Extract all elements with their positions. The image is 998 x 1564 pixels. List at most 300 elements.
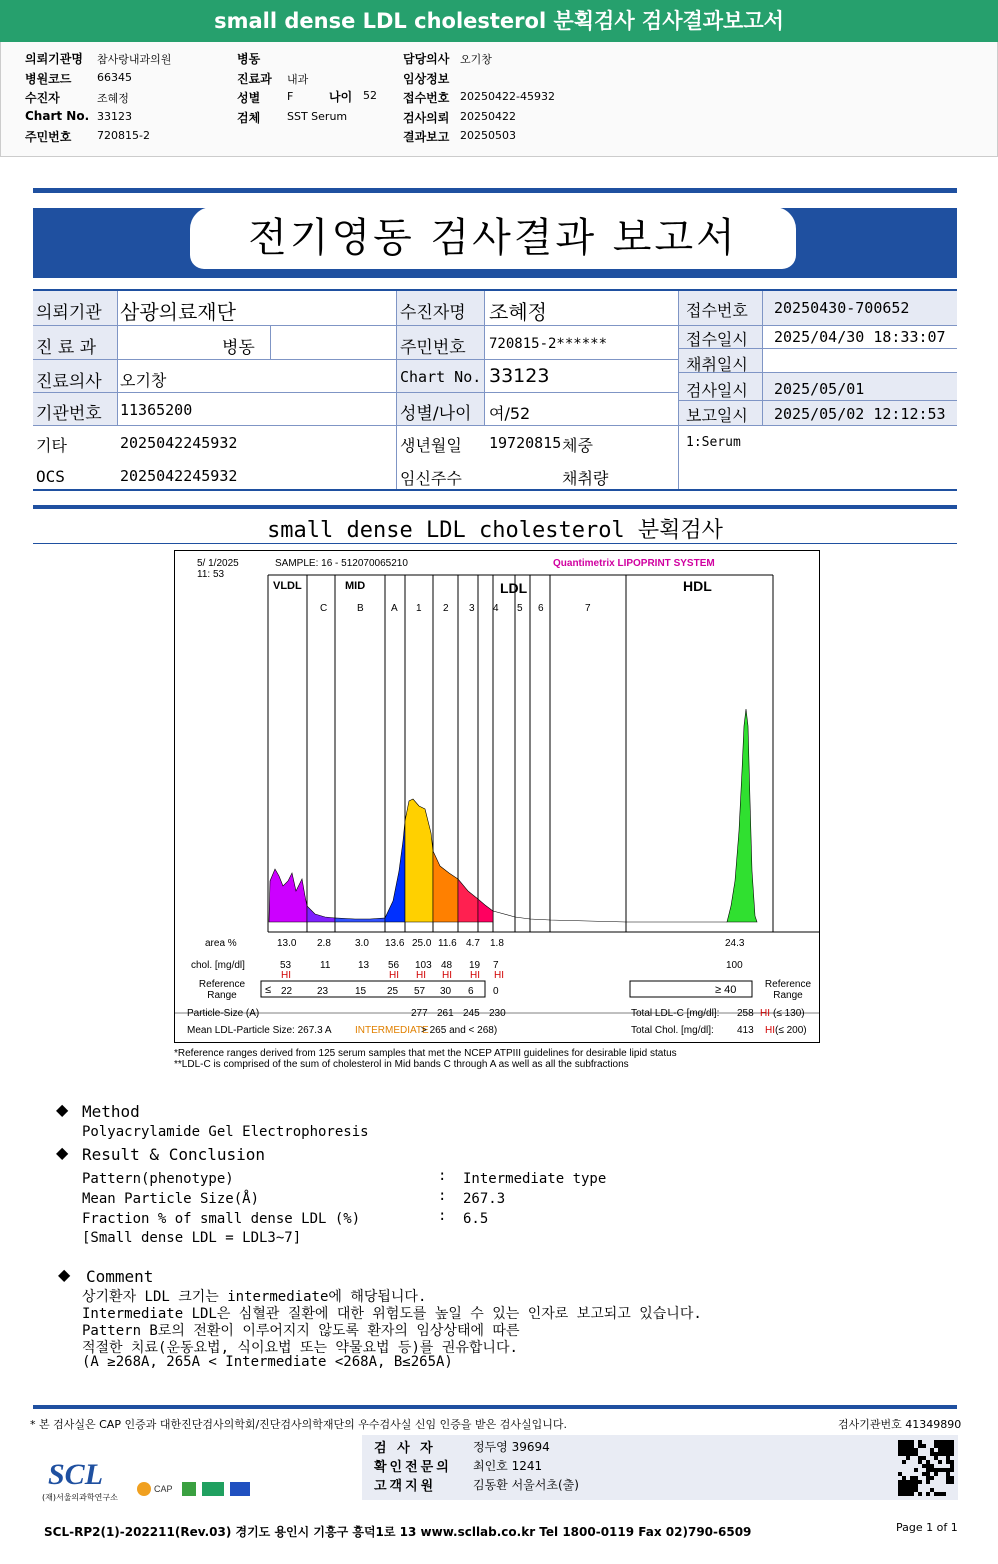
qr-module (906, 1492, 910, 1496)
ref-value: 30 (440, 986, 452, 997)
code-value: 11365200 (120, 401, 193, 419)
qr-module (898, 1492, 902, 1496)
header-label: 결과보고 (403, 130, 450, 144)
ref-range-box-ldl (261, 981, 485, 997)
result-label: Mean Particle Size(Å) (82, 1191, 260, 1207)
comment-heading: Comment (86, 1267, 154, 1286)
particle-size-value: 277 (411, 1008, 428, 1019)
qr-module (918, 1440, 922, 1444)
qr-module (942, 1452, 946, 1456)
hdl-ref-value: ≥ 40 (715, 984, 737, 996)
peak-2 (433, 851, 458, 922)
ref-row-label: Reference Range (198, 979, 246, 1001)
qr-module (946, 1472, 950, 1476)
particle-size-value: 230 (489, 1008, 506, 1019)
chart-label: Chart No. (400, 368, 482, 386)
staff-value: 김동환 서울서초(출) (473, 1478, 579, 1492)
total-ldl-value: 258 (737, 1008, 754, 1019)
area-value: 24.3 (725, 938, 745, 949)
header-value: 20250503 (460, 129, 516, 142)
chol-value: 56 (388, 960, 400, 971)
qr-module (902, 1484, 906, 1488)
qr-module (950, 1440, 954, 1444)
footnote-1: *Reference ranges derived from 125 serum samples that met the NCEP ATPIII guidelines for desirable lipid status (174, 1048, 677, 1059)
qr-module (910, 1440, 914, 1444)
qr-module (926, 1492, 930, 1496)
institution-label: 의뢰기관 (36, 303, 102, 323)
grid-line (270, 325, 271, 359)
accreditation-icons (134, 1478, 254, 1500)
qr-module (930, 1464, 934, 1468)
area-value: 3.0 (355, 938, 369, 949)
peak-HDL (727, 709, 757, 922)
chart-sample: SAMPLE: 16 - 512070065210 (275, 558, 408, 569)
ref-value: 6 (468, 986, 474, 997)
header-value: 조혜정 (97, 92, 129, 105)
qr-module (902, 1460, 906, 1464)
chol-value: 53 (280, 960, 292, 971)
qr-module (938, 1492, 942, 1496)
header-label: 임상정보 (403, 71, 450, 86)
total-chol-value: 413 (737, 1025, 754, 1036)
grid-line (484, 291, 485, 425)
dept-label: 진 료 과 (36, 338, 97, 358)
footer-rule (33, 1405, 957, 1409)
age-label: 나이 (329, 90, 353, 104)
peak-B (335, 918, 385, 922)
ward-label: 병동 (222, 338, 255, 358)
qr-module (946, 1440, 950, 1444)
grid-line (33, 392, 678, 393)
qr-module (938, 1448, 942, 1452)
header-label: 주민번호 (25, 130, 72, 144)
ref-value: 25 (387, 986, 399, 997)
qr-module (926, 1468, 930, 1472)
mean-size-text: Mean LDL-Particle Size: 267.3 A (187, 1025, 332, 1036)
qr-module (902, 1440, 906, 1444)
qr-module (918, 1492, 922, 1496)
peak-4 (478, 899, 493, 922)
total-chol-hi: HI (765, 1025, 775, 1036)
peak-VLDL (269, 869, 307, 922)
qr-module (950, 1464, 954, 1468)
qr-module (918, 1444, 922, 1448)
qr-module (950, 1448, 954, 1452)
footer-notice: * 본 검사실은 CAP 인증과 대한진단검사의학회/진단검사의학재단의 우수검사실 신임 인증을 받은 검사실입니다. (30, 1418, 568, 1431)
result-heading: Result & Conclusion (82, 1145, 266, 1164)
hi-flag: HI (442, 970, 452, 981)
result-value: 6.5 (463, 1211, 489, 1227)
scl-logo: SCL (48, 1458, 104, 1491)
comment-bullet-icon: ◆ (58, 1265, 71, 1284)
qr-module (934, 1472, 938, 1476)
grid-line (33, 325, 678, 326)
particle-size-value: 261 (437, 1008, 454, 1019)
qr-module (922, 1464, 926, 1468)
header-info-box (0, 42, 998, 157)
qr-module (914, 1476, 918, 1480)
qr-module (938, 1460, 942, 1464)
qr-module (910, 1448, 914, 1452)
qr-module (946, 1468, 950, 1472)
method-text: Polyacrylamide Gel Electrophoresis (82, 1124, 369, 1140)
result-colon: : (438, 1168, 447, 1184)
staff-value: 최인호 1241 (473, 1459, 543, 1473)
total-ldl-hi: HI (760, 1008, 770, 1019)
header-label: 성별 (237, 91, 261, 105)
etc-value: 2025042245932 (120, 434, 238, 452)
comment-line: 상기환자 LDL 크기는 intermediate에 해당됩니다. (82, 1289, 427, 1305)
report-date-value: 2025/05/02 12:12:53 (774, 405, 946, 423)
total-ldl-ref: (≤ 130) (773, 1008, 805, 1019)
header-value: SST Serum (287, 109, 348, 123)
comment-line: Intermediate LDL은 심혈관 질환에 대한 위험도를 높일 수 있는 인자로 보고되고 있습니다. (82, 1306, 702, 1322)
mean-size-class: INTERMEDIATE (355, 1025, 429, 1036)
qr-module (938, 1468, 942, 1472)
qr-module (902, 1452, 906, 1456)
etc-label: 기타 (36, 436, 67, 455)
area-value: 13.0 (277, 938, 297, 949)
qr-module (906, 1440, 910, 1444)
result-label: Fraction % of small dense LDL (%) (82, 1211, 361, 1227)
institution-value: 삼광의료재단 (120, 300, 236, 324)
result-colon: : (438, 1188, 447, 1204)
qr-module (950, 1460, 954, 1464)
comment-line: 적절한 치료(운동요법, 식이요법 또는 약물요법 등)를 권유합니다. (82, 1340, 518, 1356)
qr-module (950, 1452, 954, 1456)
chart-brand (553, 558, 715, 569)
hi-flag: HI (281, 970, 291, 981)
chol-value: 13 (358, 960, 370, 971)
band-label: 1 (416, 603, 422, 614)
header-label: 검사의뢰 (403, 110, 450, 125)
qr-module (898, 1484, 902, 1488)
qr-module (906, 1452, 910, 1456)
result-bullet-icon: ◆ (56, 1143, 69, 1162)
band-label: 5 (517, 603, 523, 614)
qr-module (930, 1488, 934, 1492)
header-label: 병동 (237, 52, 261, 66)
qr-module (946, 1448, 950, 1452)
ref-value: 57 (414, 986, 426, 997)
qr-module (946, 1452, 950, 1456)
peak-3 (458, 879, 478, 922)
method-bullet-icon: ◆ (56, 1100, 69, 1119)
footer-bottom-line: SCL-RP2(1)-202211(Rev.03) 경기도 용인시 기흥구 흥덕1로 13 www.scllab.co.kr Tel 1800-0119 Fax 02)790-6509 (44, 1525, 752, 1539)
ocs-label: OCS (36, 467, 65, 486)
area-value: 25.0 (412, 938, 432, 949)
qr-module (910, 1484, 914, 1488)
qr-module (942, 1468, 946, 1472)
total-chol-label: Total Chol. [mg/dl]: (631, 1025, 714, 1036)
qr-code (898, 1440, 954, 1496)
qr-module (914, 1448, 918, 1452)
qr-module (922, 1444, 926, 1448)
qr-module (934, 1440, 938, 1444)
lab-number: 검사기관번호 41349890 (838, 1418, 962, 1431)
qr-module (914, 1488, 918, 1492)
staff-label: 확인전문의 (374, 1460, 452, 1475)
page-number: Page 1 of 1 (896, 1521, 958, 1534)
method-heading: Method (82, 1102, 140, 1121)
qr-module (942, 1444, 946, 1448)
report-date-label: 보고일시 (686, 406, 748, 425)
code-label: 기관번호 (36, 404, 102, 424)
chart-date: 5/ 1/2025 (197, 558, 239, 569)
dob-label: 생년월일 (400, 436, 462, 455)
hdl-ref-label: Reference Range (764, 979, 812, 1001)
band-label: A (391, 603, 398, 614)
qr-module (938, 1440, 942, 1444)
mean-size-range: > 265 and < 268) (421, 1025, 498, 1036)
scl-logo-sub: (재)서울의과학연구소 (42, 1493, 118, 1502)
recv-no-value: 20250430-700652 (774, 299, 910, 317)
qr-module (902, 1488, 906, 1492)
header-label: 담당의사 (403, 52, 450, 66)
qr-module (910, 1452, 914, 1456)
qr-module (930, 1476, 934, 1480)
qr-module (942, 1440, 946, 1444)
ref-value: 23 (317, 986, 329, 997)
chol-value: 11 (320, 960, 331, 971)
grid-line (117, 291, 118, 425)
band-label: C (320, 603, 328, 614)
qr-module (934, 1468, 938, 1472)
sexage-value: 여/52 (489, 404, 531, 423)
staff-value: 정두영 39694 (473, 1440, 550, 1454)
dob-value: 19720815 (489, 434, 562, 452)
recv-date-value: 2025/04/30 18:33:07 (774, 328, 946, 346)
qr-module (898, 1472, 902, 1476)
qr-module (898, 1488, 902, 1492)
header-value: 오기창 (460, 53, 492, 66)
qr-module (946, 1456, 950, 1460)
qr-module (950, 1476, 954, 1480)
qr-module (934, 1456, 938, 1460)
qr-module (926, 1460, 930, 1464)
grid-line (396, 291, 397, 489)
curve-tail (493, 911, 727, 922)
chol-value: 7 (493, 960, 499, 971)
qr-module (926, 1476, 930, 1480)
qr-module (926, 1480, 930, 1484)
qr-module (902, 1480, 906, 1484)
qr-module (898, 1448, 902, 1452)
band-label: 7 (585, 603, 591, 614)
patient-label: 수진자명 (400, 303, 466, 323)
qr-module (934, 1452, 938, 1456)
doctor-value: 오기창 (120, 371, 167, 390)
chart-time: 11: 53 (197, 569, 225, 580)
band-label: B (357, 603, 364, 614)
area-value: 11.6 (438, 938, 457, 949)
area-value: 4.7 (466, 938, 480, 949)
header-value: F (287, 90, 294, 103)
accreditation-logos (134, 1478, 254, 1500)
volume-label: 채취량 (562, 469, 609, 488)
patient-value: 조혜정 (489, 300, 547, 324)
qr-module (914, 1452, 918, 1456)
qr-module (938, 1444, 942, 1448)
particle-size-label: Particle-Size (A) (187, 1008, 260, 1019)
qr-module (906, 1484, 910, 1488)
info-bottom-rule (33, 489, 957, 491)
area-value: 13.6 (385, 938, 405, 949)
qr-module (934, 1492, 938, 1496)
sexage-label: 성별/나이 (400, 404, 472, 424)
peak-C (307, 906, 335, 922)
qr-module (898, 1440, 902, 1444)
group-label: LDL (500, 580, 528, 596)
qr-module (898, 1444, 902, 1448)
total-chol-ref: (≤ 200) (775, 1025, 807, 1036)
top-rule (33, 188, 957, 193)
qr-module (906, 1488, 910, 1492)
header-label: 접수번호 (403, 91, 450, 105)
footnote-2: **LDL-C is comprised of the sum of cholesterol in Mid bands C through A as well as all the subfractions (174, 1059, 629, 1070)
result-colon: : (438, 1208, 447, 1224)
qr-module (902, 1476, 906, 1480)
electrophoresis-chart (174, 550, 820, 1043)
header-value: 33123 (97, 109, 132, 123)
header-label: Chart No. (25, 108, 90, 123)
qr-module (946, 1460, 950, 1464)
chol-row-label: chol. [mg/dl] (191, 960, 245, 971)
qr-module (938, 1452, 942, 1456)
group-label: HDL (683, 578, 712, 594)
qr-module (946, 1480, 950, 1484)
header-label: 의뢰기관명 (25, 52, 83, 66)
staff-label: 검 사 자 (374, 1441, 436, 1456)
comment-line: (A ≥268A, 265A < Intermediate <268A, B≤265A) (82, 1354, 453, 1370)
qr-module (910, 1480, 914, 1484)
header-value: 참사랑내과의원 (97, 53, 172, 66)
particle-size-value: 245 (463, 1008, 480, 1019)
report-top-title: small dense LDL cholesterol 분획검사 검사결과보고서 (0, 0, 998, 42)
specimen-value: 1:Serum (686, 435, 741, 450)
preg-label: 임신주수 (400, 469, 462, 488)
area-row-label: area % (205, 938, 237, 949)
qr-code-icon (898, 1440, 954, 1496)
weight-label: 체중 (562, 436, 593, 455)
chol-value: 48 (441, 960, 453, 971)
qr-module (942, 1492, 946, 1496)
chart-value: 33123 (489, 365, 550, 387)
hi-flag: HI (416, 970, 426, 981)
header-label: 진료과 (237, 71, 272, 86)
header-value: 66345 (97, 70, 132, 84)
recv-no-label: 접수번호 (686, 301, 748, 320)
qr-module (950, 1480, 954, 1484)
qr-module (910, 1476, 914, 1480)
section-rule-bottom (33, 543, 957, 544)
qr-module (946, 1444, 950, 1448)
qr-module (914, 1468, 918, 1472)
rrn-value: 720815-2****** (489, 336, 608, 352)
qr-module (898, 1480, 902, 1484)
qr-module (926, 1464, 930, 1468)
header-label: 검체 (237, 110, 261, 125)
qr-module (930, 1448, 934, 1452)
group-label: VLDL (273, 580, 302, 592)
qr-module (946, 1476, 950, 1480)
qr-module (926, 1472, 930, 1476)
qr-module (910, 1492, 914, 1496)
header-value: 20250422-45932 (460, 90, 555, 103)
grid-line (678, 325, 957, 326)
brand-name: Quantimetrix LIPOPRINT (553, 558, 671, 569)
section-rule-top (33, 505, 957, 509)
qr-module (902, 1448, 906, 1452)
brand-suffix: SYSTEM (673, 558, 715, 569)
result-value: Intermediate type (463, 1171, 607, 1187)
section-title: small dense LDL cholesterol 분획검사 (267, 518, 723, 543)
ref-prefix: ≤ (265, 984, 272, 996)
group-label: MID (345, 580, 366, 592)
grid-line (762, 291, 763, 425)
comment-line: Pattern B로의 전환이 이루어지지 않도록 환자의 임상상태에 따른 (82, 1323, 520, 1339)
chol-value: 103 (415, 960, 432, 971)
peak-A (385, 821, 405, 922)
collect-label: 채취일시 (686, 355, 748, 374)
band-label: 3 (469, 603, 475, 614)
test-date-value: 2025/05/01 (774, 380, 865, 398)
qr-module (918, 1460, 922, 1464)
ocs-value: 2025042245932 (120, 467, 238, 485)
band-label: 4 (493, 603, 499, 614)
ref-value: 15 (355, 986, 367, 997)
qr-module (902, 1444, 906, 1448)
area-value: 2.8 (317, 938, 331, 949)
peak-1 (405, 799, 433, 922)
qr-module (910, 1444, 914, 1448)
hi-flag: HI (494, 970, 504, 981)
header-label: 수진자 (25, 91, 60, 105)
qr-module (918, 1456, 922, 1460)
header-value: 20250422 (460, 109, 516, 123)
total-ldl-label: Total LDL-C [mg/dl]: (631, 1008, 720, 1019)
ref-value: 22 (281, 986, 293, 997)
age-value: 52 (363, 89, 377, 102)
grid-line (33, 425, 957, 426)
qr-module (914, 1480, 918, 1484)
grid-line (678, 291, 679, 489)
staff-label: 고객지원 (374, 1479, 437, 1494)
hi-flag: HI (470, 970, 480, 981)
area-value: 1.8 (490, 938, 504, 949)
doctor-label: 진료의사 (36, 372, 102, 392)
qr-module (930, 1452, 934, 1456)
header-value: 내과 (287, 72, 309, 86)
qr-module (910, 1488, 914, 1492)
report-title: 전기영동 검사결과 보고서 (248, 215, 738, 261)
qr-module (906, 1444, 910, 1448)
qr-module (922, 1472, 926, 1476)
svg-text:CAP: CAP (154, 1484, 173, 1494)
band-label: 2 (443, 603, 449, 614)
qr-module (914, 1484, 918, 1488)
ref-value: 0 (493, 986, 499, 997)
band-label: 6 (538, 603, 544, 614)
qr-module (902, 1492, 906, 1496)
chol-value: 19 (469, 960, 481, 971)
chol-value: 100 (726, 960, 743, 971)
header-value: 720815-2 (97, 129, 150, 142)
qr-module (930, 1468, 934, 1472)
result-label: Pattern(phenotype) (82, 1171, 234, 1187)
hi-flag: HI (389, 970, 399, 981)
result-note: [Small dense LDL = LDL3~7] (82, 1230, 302, 1246)
